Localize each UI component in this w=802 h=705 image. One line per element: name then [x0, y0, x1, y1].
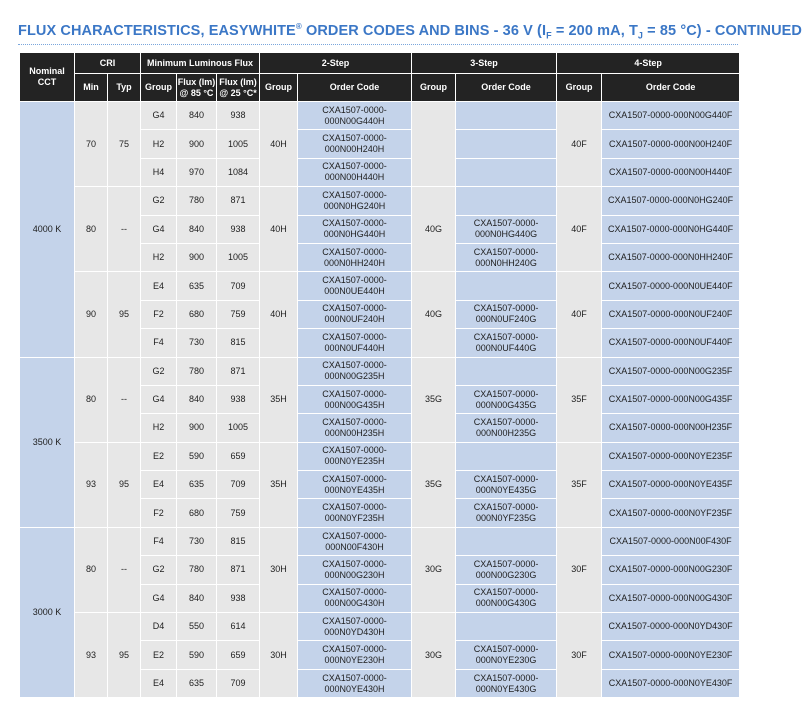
step3-order-code-cell [456, 158, 557, 186]
flux-85-cell: 780 [177, 357, 217, 385]
flux-25-cell: 759 [217, 499, 260, 527]
step3-order-code-cell: CXA1507-0000-000N00G435G [456, 385, 557, 413]
step3-order-code-cell: CXA1507-0000-000N0YE230G [456, 641, 557, 669]
step3-group-cell: 40G [412, 272, 456, 357]
step3-order-code-cell: CXA1507-0000-000N00G430G [456, 584, 557, 612]
header-3-step-group: Group [412, 74, 456, 102]
step3-order-code-cell: CXA1507-0000-000N0YF235G [456, 499, 557, 527]
flux-85-cell: 635 [177, 669, 217, 697]
flux-group-cell: H4 [141, 158, 177, 186]
step2-order-code-cell: CXA1507-0000-000N00F430H [298, 527, 412, 555]
step3-order-code-cell: CXA1507-0000-000N0HG440G [456, 215, 557, 243]
step2-group-cell: 40H [260, 187, 298, 272]
flux-85-cell: 730 [177, 329, 217, 357]
flux-group-cell: F4 [141, 329, 177, 357]
step3-order-code-cell [456, 130, 557, 158]
flux-order-code-table [19, 52, 740, 698]
cri-typ-cell: 95 [108, 272, 141, 357]
step4-order-code-cell: CXA1507-0000-000N00G435F [602, 385, 740, 413]
flux-25-cell: 815 [217, 527, 260, 555]
step4-order-code-cell: CXA1507-0000-000N00H440F [602, 158, 740, 186]
flux-25-cell: 1084 [217, 158, 260, 186]
header-min: Min [75, 74, 108, 102]
step3-group-cell: 30G [412, 613, 456, 698]
flux-group-cell: E2 [141, 442, 177, 470]
flux-85-cell: 900 [177, 130, 217, 158]
flux-group-cell: H2 [141, 243, 177, 271]
step2-group-cell: 30H [260, 613, 298, 698]
table-row [20, 357, 740, 385]
step2-order-code-cell: CXA1507-0000-000N00G230H [298, 556, 412, 584]
flux-group-cell: E4 [141, 471, 177, 499]
cri-min-cell: 93 [75, 442, 108, 527]
step4-group-cell: 30F [557, 527, 602, 612]
step3-order-code-cell [456, 102, 557, 130]
header-2-step: 2-Step [260, 53, 412, 74]
step2-group-cell: 40H [260, 272, 298, 357]
step2-order-code-cell: CXA1507-0000-000N0HH240H [298, 243, 412, 271]
header-4-step-group: Group [557, 74, 602, 102]
flux-85-cell: 970 [177, 158, 217, 186]
flux-25-cell: 871 [217, 556, 260, 584]
flux-group-cell: G4 [141, 584, 177, 612]
flux-85-cell: 730 [177, 527, 217, 555]
cri-typ-cell: -- [108, 357, 141, 442]
cri-min-cell: 90 [75, 272, 108, 357]
flux-85-cell: 590 [177, 641, 217, 669]
step2-order-code-cell: CXA1507-0000-000N0UE440H [298, 272, 412, 300]
step2-group-cell: 35H [260, 357, 298, 442]
flux-group-cell: H2 [141, 130, 177, 158]
cri-typ-cell: 95 [108, 613, 141, 698]
cri-min-cell: 80 [75, 357, 108, 442]
flux-group-cell: F2 [141, 300, 177, 328]
step4-order-code-cell: CXA1507-0000-000N0YD430F [602, 613, 740, 641]
nominal-cct-cell: 3500 K [20, 357, 75, 527]
flux-25-cell: 614 [217, 613, 260, 641]
step4-group-cell: 40F [557, 272, 602, 357]
step4-group-cell: 40F [557, 187, 602, 272]
step4-order-code-cell: CXA1507-0000-000N00H240F [602, 130, 740, 158]
step4-order-code-cell: CXA1507-0000-000N0YE230F [602, 641, 740, 669]
header-flux-25: Flux (lm) @ 25 °C* [217, 74, 260, 102]
step3-order-code-cell [456, 272, 557, 300]
header-3-step: 3-Step [412, 53, 557, 74]
step2-order-code-cell: CXA1507-0000-000N0UF440H [298, 329, 412, 357]
step4-order-code-cell: CXA1507-0000-000N0YE235F [602, 442, 740, 470]
step3-order-code-cell [456, 357, 557, 385]
step4-order-code-cell: CXA1507-0000-000N0HG240F [602, 187, 740, 215]
step4-order-code-cell: CXA1507-0000-000N00G430F [602, 584, 740, 612]
step2-order-code-cell: CXA1507-0000-000N00G235H [298, 357, 412, 385]
step3-order-code-cell: CXA1507-0000-000N00G230G [456, 556, 557, 584]
cri-typ-cell: -- [108, 527, 141, 612]
flux-85-cell: 840 [177, 102, 217, 130]
step3-order-code-cell [456, 613, 557, 641]
cri-typ-cell: 95 [108, 442, 141, 527]
flux-group-cell: E4 [141, 669, 177, 697]
step3-order-code-cell: CXA1507-0000-000N0UF440G [456, 329, 557, 357]
step3-order-code-cell: CXA1507-0000-000N0HH240G [456, 243, 557, 271]
header-typ: Typ [108, 74, 141, 102]
header-4-step-order-code: Order Code [602, 74, 740, 102]
step3-order-code-cell [456, 442, 557, 470]
flux-25-cell: 709 [217, 669, 260, 697]
flux-group-cell: E4 [141, 272, 177, 300]
step2-order-code-cell: CXA1507-0000-000N0HG240H [298, 187, 412, 215]
step4-order-code-cell: CXA1507-0000-000N00F430F [602, 527, 740, 555]
cri-min-cell: 80 [75, 527, 108, 612]
flux-group-cell: G4 [141, 215, 177, 243]
step4-group-cell: 40F [557, 102, 602, 187]
flux-25-cell: 815 [217, 329, 260, 357]
step4-order-code-cell: CXA1507-0000-000N00G230F [602, 556, 740, 584]
flux-85-cell: 780 [177, 187, 217, 215]
flux-85-cell: 900 [177, 414, 217, 442]
step4-order-code-cell: CXA1507-0000-000N0YE435F [602, 471, 740, 499]
flux-25-cell: 871 [217, 357, 260, 385]
table-row [20, 272, 740, 300]
flux-group-cell: G2 [141, 556, 177, 584]
cri-typ-cell: 75 [108, 102, 141, 187]
cri-min-cell: 70 [75, 102, 108, 187]
cri-min-cell: 93 [75, 613, 108, 698]
header-nominal-cct: Nominal CCT [20, 53, 75, 102]
header-3-step-order-code: Order Code [456, 74, 557, 102]
flux-group-cell: G2 [141, 357, 177, 385]
step2-order-code-cell: CXA1507-0000-000N0YD430H [298, 613, 412, 641]
step2-order-code-cell: CXA1507-0000-000N00G430H [298, 584, 412, 612]
step4-order-code-cell: CXA1507-0000-000N00G440F [602, 102, 740, 130]
flux-85-cell: 900 [177, 243, 217, 271]
step3-order-code-cell [456, 187, 557, 215]
step3-group-cell [412, 102, 456, 187]
step2-order-code-cell: CXA1507-0000-000N0YE430H [298, 669, 412, 697]
step4-order-code-cell: CXA1507-0000-000N00H235F [602, 414, 740, 442]
flux-25-cell: 709 [217, 471, 260, 499]
flux-85-cell: 680 [177, 499, 217, 527]
step4-order-code-cell: CXA1507-0000-000N0YF235F [602, 499, 740, 527]
step3-order-code-cell: CXA1507-0000-000N00H235G [456, 414, 557, 442]
nominal-cct-cell: 4000 K [20, 102, 75, 358]
flux-85-cell: 840 [177, 385, 217, 413]
step2-order-code-cell: CXA1507-0000-000N00H235H [298, 414, 412, 442]
step3-group-cell: 35G [412, 357, 456, 442]
flux-25-cell: 759 [217, 300, 260, 328]
table-row [20, 613, 740, 641]
step4-order-code-cell: CXA1507-0000-000N00G235F [602, 357, 740, 385]
step3-group-cell: 35G [412, 442, 456, 527]
cri-min-cell: 80 [75, 187, 108, 272]
table-row [20, 187, 740, 215]
flux-group-cell: H2 [141, 414, 177, 442]
title-divider [18, 44, 738, 45]
header-4-step: 4-Step [557, 53, 740, 74]
step3-order-code-cell [456, 527, 557, 555]
flux-group-cell: F4 [141, 527, 177, 555]
flux-25-cell: 938 [217, 215, 260, 243]
flux-25-cell: 871 [217, 187, 260, 215]
step4-order-code-cell: CXA1507-0000-000N0UF440F [602, 329, 740, 357]
flux-25-cell: 1005 [217, 130, 260, 158]
page-title: FLUX CHARACTERISTICS, EASYWHITE® ORDER CODES AND BINS - 36 V ($I_F = 200$ mA, $T_J = 85$ °C) - CONTINUED [18, 22, 802, 41]
flux-85-cell: 590 [177, 442, 217, 470]
step2-order-code-cell: CXA1507-0000-000N00G440H [298, 102, 412, 130]
step3-group-cell: 40G [412, 187, 456, 272]
flux-25-cell: 709 [217, 272, 260, 300]
step3-order-code-cell: CXA1507-0000-000N0YE435G [456, 471, 557, 499]
flux-group-cell: D4 [141, 613, 177, 641]
flux-25-cell: 1005 [217, 414, 260, 442]
step2-order-code-cell: CXA1507-0000-000N00G435H [298, 385, 412, 413]
step3-group-cell: 30G [412, 527, 456, 612]
flux-85-cell: 635 [177, 471, 217, 499]
flux-25-cell: 938 [217, 102, 260, 130]
step2-order-code-cell: CXA1507-0000-000N0YE230H [298, 641, 412, 669]
table-body [20, 102, 740, 698]
flux-group-cell: G4 [141, 385, 177, 413]
cri-typ-cell: -- [108, 187, 141, 272]
header-group: Group [141, 74, 177, 102]
step2-order-code-cell: CXA1507-0000-000N0YF235H [298, 499, 412, 527]
table-row [20, 102, 740, 130]
step4-group-cell: 30F [557, 613, 602, 698]
step4-order-code-cell: CXA1507-0000-000N0UF240F [602, 300, 740, 328]
flux-25-cell: 1005 [217, 243, 260, 271]
flux-group-cell: G2 [141, 187, 177, 215]
header-2-step-order-code: Order Code [298, 74, 412, 102]
step2-order-code-cell: CXA1507-0000-000N0UF240H [298, 300, 412, 328]
step2-order-code-cell: CXA1507-0000-000N0YE235H [298, 442, 412, 470]
flux-25-cell: 659 [217, 442, 260, 470]
flux-85-cell: 550 [177, 613, 217, 641]
nominal-cct-cell: 3000 K [20, 527, 75, 697]
step4-order-code-cell: CXA1507-0000-000N0YE430F [602, 669, 740, 697]
flux-25-cell: 938 [217, 385, 260, 413]
flux-group-cell: E2 [141, 641, 177, 669]
step2-order-code-cell: CXA1507-0000-000N0HG440H [298, 215, 412, 243]
step2-group-cell: 35H [260, 442, 298, 527]
flux-25-cell: 938 [217, 584, 260, 612]
flux-85-cell: 680 [177, 300, 217, 328]
step4-order-code-cell: CXA1507-0000-000N0HG440F [602, 215, 740, 243]
flux-25-cell: 659 [217, 641, 260, 669]
step2-order-code-cell: CXA1507-0000-000N0YE435H [298, 471, 412, 499]
header-cri: CRI [75, 53, 141, 74]
step2-group-cell: 40H [260, 102, 298, 187]
header-flux-85: Flux (lm) @ 85 °C [177, 74, 217, 102]
flux-85-cell: 780 [177, 556, 217, 584]
step2-group-cell: 30H [260, 527, 298, 612]
step2-order-code-cell: CXA1507-0000-000N00H440H [298, 158, 412, 186]
flux-85-cell: 840 [177, 215, 217, 243]
flux-group-cell: G4 [141, 102, 177, 130]
header-2-step-group: Group [260, 74, 298, 102]
step4-group-cell: 35F [557, 357, 602, 442]
step3-order-code-cell: CXA1507-0000-000N0UF240G [456, 300, 557, 328]
step4-order-code-cell: CXA1507-0000-000N0HH240F [602, 243, 740, 271]
step4-group-cell: 35F [557, 442, 602, 527]
table-row [20, 442, 740, 470]
flux-85-cell: 840 [177, 584, 217, 612]
step3-order-code-cell: CXA1507-0000-000N0YE430G [456, 669, 557, 697]
table-row [20, 527, 740, 555]
flux-85-cell: 635 [177, 272, 217, 300]
flux-group-cell: F2 [141, 499, 177, 527]
step4-order-code-cell: CXA1507-0000-000N0UE440F [602, 272, 740, 300]
step2-order-code-cell: CXA1507-0000-000N00H240H [298, 130, 412, 158]
header-min-flux: Minimum Luminous Flux [141, 53, 260, 74]
